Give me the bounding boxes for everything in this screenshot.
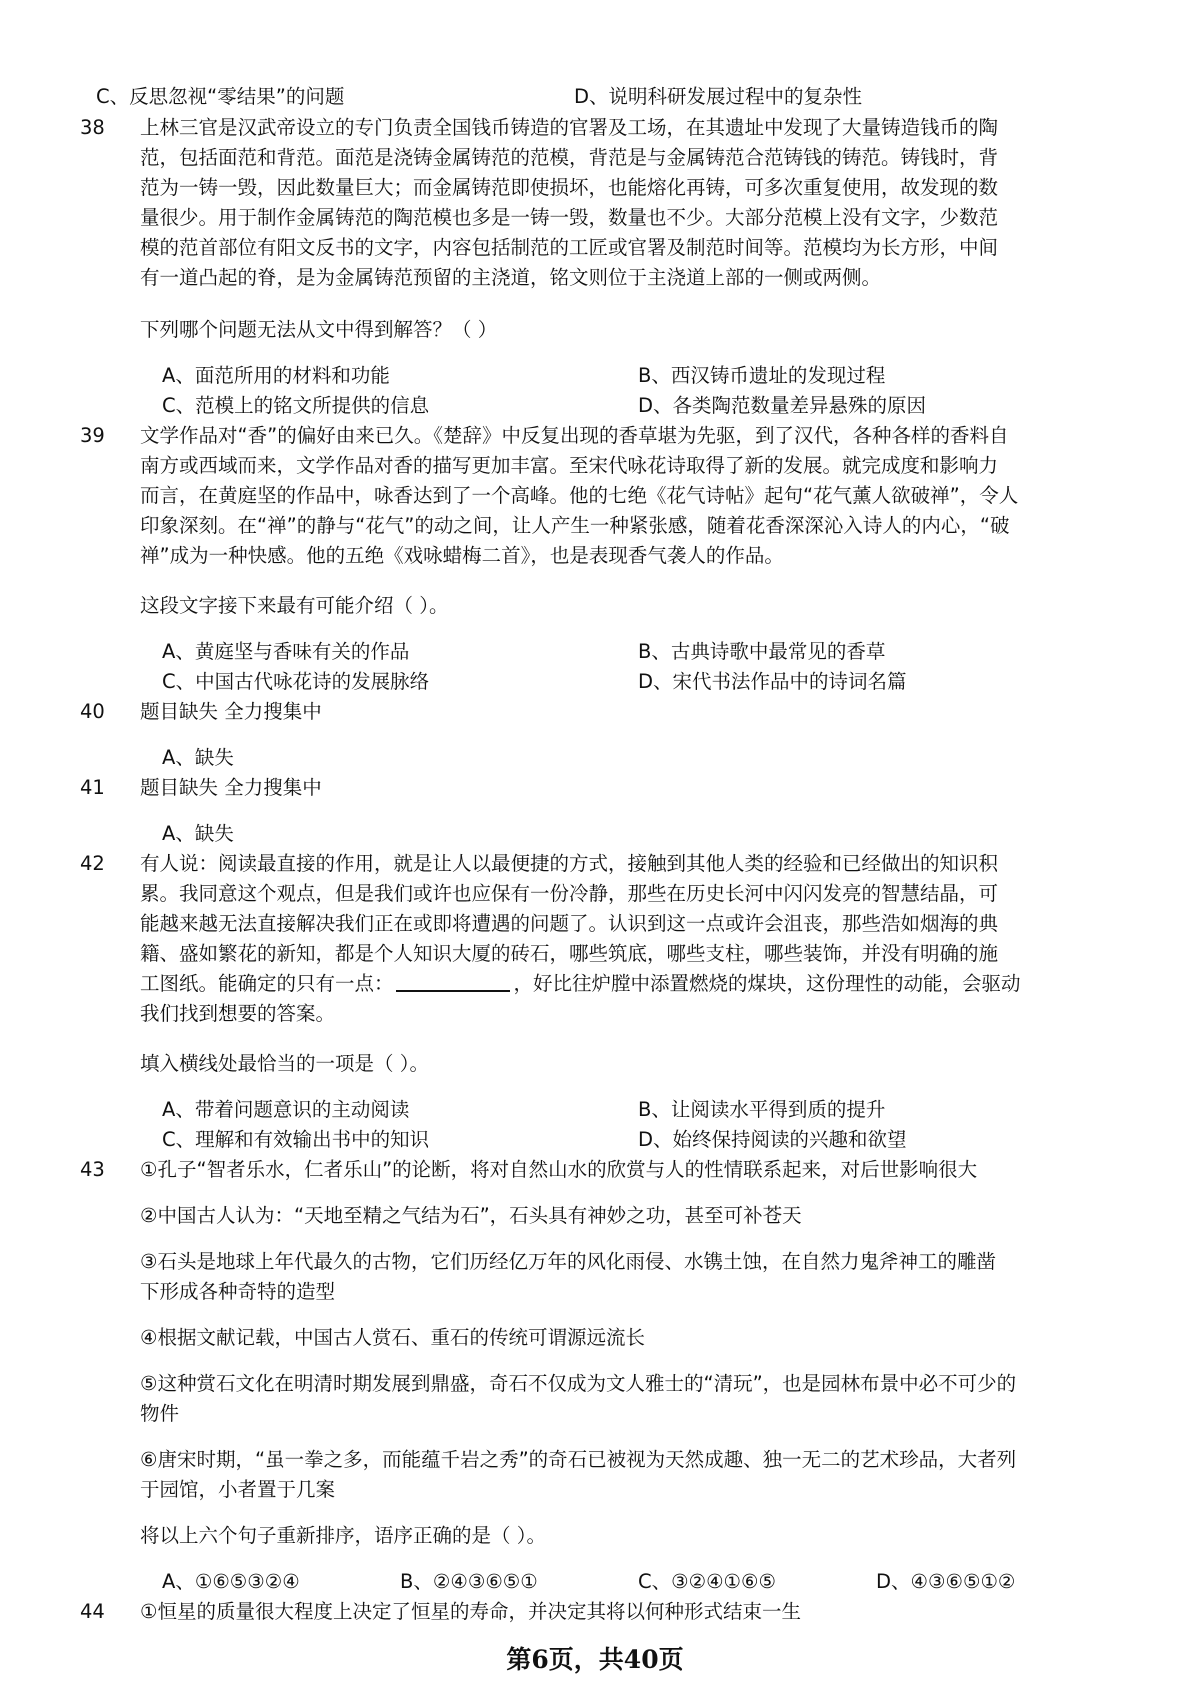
q43-option-d[interactable]: D、④③⑥⑤①② [876, 1570, 1016, 1593]
q42-passage-line: 累。我同意这个观点，但是我们或许也应保有一份冷静，那些在历史长河中闪闪发亮的智慧结晶，可 [140, 882, 999, 905]
q39-passage-line: 印象深刻。在“禅”的静与“花气”的动之间，让人产生一种紧张感，随着花香深深沁入诗人的内心，“破 [140, 514, 1010, 537]
q39-option-d[interactable]: D、宋代书法作品中的诗词名篇 [638, 670, 907, 693]
q39-passage-line: 而言，在黄庭坚的作品中，咏香达到了一个高峰。他的七绝《花气诗帖》起句“花气薰人欲破禅”，令人 [140, 484, 1019, 507]
q43-option-c[interactable]: C、③②④①⑥⑤ [638, 1570, 777, 1593]
q43-prompt: 将以上六个句子重新排序，语序正确的是（ ）。 [140, 1524, 546, 1547]
q38-option-c[interactable]: C、范模上的铭文所提供的信息 [162, 394, 430, 417]
q41-text: 题目缺失 全力搜集中 [140, 776, 322, 799]
q42-passage-line: 能越来越无法直接解决我们正在或即将遭遇的问题了。认识到这一点或许会沮丧，那些浩如烟海的典 [140, 912, 999, 935]
q43-sentence-1: ①孔子“智者乐水，仁者乐山”的论断，将对自然山水的欣赏与人的性情联系起来，对后世影响很大 [140, 1158, 978, 1181]
q42-line5-before: 工图纸。能确定的只有一点： [140, 972, 394, 995]
q39-prompt: 这段文字接下来最有可能介绍（ ）。 [140, 594, 449, 617]
q38-passage-line: 范为一铸一毁，因此数量巨大；而金属铸范即使损坏，也能熔化再铸，可多次重复使用，故发现的数 [140, 176, 999, 199]
q43-sentence-4: ④根据文献记载，中国古人赏石、重石的传统可谓源远流长 [140, 1326, 645, 1349]
q39-passage-line: 南方或西域而来，文学作品对香的描写更加丰富。至宋代咏花诗取得了新的发展。就完成度和影响力 [140, 454, 999, 477]
q40-option-a[interactable]: A、缺失 [162, 746, 234, 769]
q44-sentence-1: ①恒星的质量很大程度上决定了恒星的寿命，并决定其将以何种形式结束一生 [140, 1600, 801, 1623]
question-number-41: 41 [80, 776, 105, 799]
q42-line5-after: ，好比往炉膛中添置燃烧的煤块，这份理性的动能，会驱动 [513, 972, 1021, 995]
q39-passage-line: 文学作品对“香”的偏好由来已久。《楚辞》中反复出现的香草堪为先驱，到了汉代，各种各样的香料自 [140, 424, 1009, 447]
q38-option-b[interactable]: B、西汉铸币遗址的发现过程 [638, 364, 886, 387]
question-number-42: 42 [80, 852, 105, 875]
q42-option-d[interactable]: D、始终保持阅读的兴趣和欲望 [638, 1128, 907, 1151]
q43-sentence-5-cont: 物件 [140, 1402, 180, 1425]
q38-passage-line: 模的范首部位有阳文反书的文字，内容包括制范的工匠或官署及制范时间等。范模均为长方形，中间 [140, 236, 999, 259]
page-number-footer: 第6页，共40页 [506, 1645, 684, 1674]
question-number-40: 40 [80, 700, 105, 723]
question-number-44: 44 [80, 1600, 105, 1623]
q42-passage-line-with-blank [140, 969, 1021, 999]
q42-option-c[interactable]: C、理解和有效输出书中的知识 [162, 1128, 430, 1151]
q42-passage-line: 有人说：阅读最直接的作用，就是让人以最便捷的方式，接触到其他人类的经验和已经做出的知识积 [140, 852, 999, 875]
q42-prompt: 填入横线处最恰当的一项是（ ）。 [140, 1052, 429, 1075]
q39-option-a[interactable]: A、黄庭坚与香味有关的作品 [162, 640, 410, 663]
q42-passage-line: 我们找到想要的答案。 [140, 1002, 336, 1025]
q40-text: 题目缺失 全力搜集中 [140, 700, 322, 723]
q41-option-a[interactable]: A、缺失 [162, 822, 234, 845]
q38-option-d[interactable]: D、各类陶范数量差异悬殊的原因 [638, 394, 927, 417]
q39-passage-line: 禅”成为一种快感。他的五绝《戏咏蜡梅二首》，也是表现香气袭人的作品。 [140, 544, 784, 567]
question-number-39: 39 [80, 424, 105, 447]
fill-in-blank[interactable] [396, 970, 510, 992]
q43-sentence-6: ⑥唐宋时期，“虽一拳之多，而能蕴千岩之秀”的奇石已被视为天然成趣、独一无二的艺术珍品，大者列 [140, 1448, 1017, 1471]
q42-option-b[interactable]: B、让阅读水平得到质的提升 [638, 1098, 886, 1121]
option-d-prev: D、说明科研发展过程中的复杂性 [574, 85, 863, 108]
q43-sentence-6-cont: 于园馆，小者置于几案 [140, 1478, 336, 1501]
question-number-43: 43 [80, 1158, 105, 1181]
q39-option-b[interactable]: B、古典诗歌中最常见的香草 [638, 640, 886, 663]
q43-option-a[interactable]: A、①⑥⑤③②④ [162, 1570, 300, 1593]
q38-prompt: 下列哪个问题无法从文中得到解答？（ ） [140, 318, 498, 341]
q43-option-b[interactable]: B、②④③⑥⑤① [400, 1570, 538, 1593]
q38-passage-line: 量很少。用于制作金属铸范的陶范模也多是一铸一毁，数量也不少。大部分范模上没有文字，少数范 [140, 206, 999, 229]
q38-passage-line: 有一道凸起的脊，是为金属铸范预留的主浇道，铭文则位于主浇道上部的一侧或两侧。 [140, 266, 882, 289]
q43-sentence-5: ⑤这种赏石文化在明清时期发展到鼎盛，奇石不仅成为文人雅士的“清玩”，也是园林布景中必不可少的 [140, 1372, 1017, 1395]
q38-option-a[interactable]: A、面范所用的材料和功能 [162, 364, 390, 387]
q43-sentence-2: ②中国古人认为：“天地至精之气结为石”，石头具有神妙之功，甚至可补苍天 [140, 1204, 802, 1227]
q42-option-a[interactable]: A、带着问题意识的主动阅读 [162, 1098, 410, 1121]
q38-passage-line: 上林三官是汉武帝设立的专门负责全国钱币铸造的官署及工场，在其遗址中发现了大量铸造钱币的陶 [140, 116, 999, 139]
q43-sentence-3: ③石头是地球上年代最久的古物，它们历经亿万年的风化雨侵、水镌土蚀，在自然力鬼斧神工的雕凿 [140, 1250, 996, 1273]
q38-passage-line: 范，包括面范和背范。面范是浇铸金属铸范的范模，背范是与金属铸范合范铸钱的铸范。铸钱时，背 [140, 146, 999, 169]
q39-option-c[interactable]: C、中国古代咏花诗的发展脉络 [162, 670, 430, 693]
question-number-38: 38 [80, 116, 105, 139]
option-c-prev: C、反思忽视“零结果”的问题 [96, 85, 345, 108]
q42-passage-line: 籍、盛如繁花的新知，都是个人知识大厦的砖石，哪些筑底，哪些支柱，哪些装饰，并没有明确的施 [140, 942, 999, 965]
q43-sentence-3-cont: 下形成各种奇特的造型 [140, 1280, 336, 1303]
